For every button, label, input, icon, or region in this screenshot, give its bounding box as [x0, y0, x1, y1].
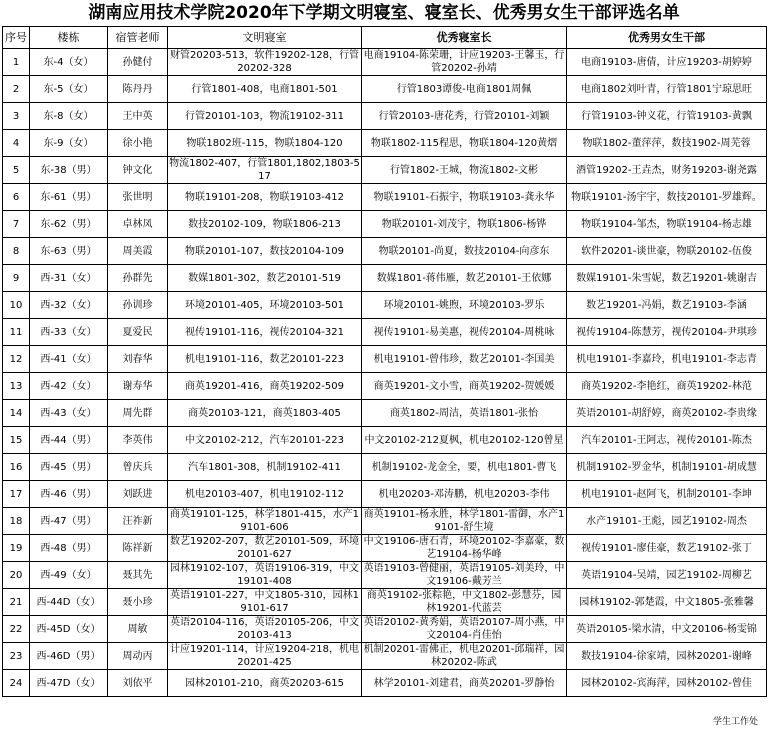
index-cell: 20 [3, 562, 30, 589]
teacher-cell: 徐小艳 [108, 130, 168, 157]
dorm-leader-cell: 商英19102-张粽艳，中文1802-彭慧芬，园林19201-代蓝芸 [362, 589, 567, 616]
civilized-dorm-cell: 物联19101-208，物联19103-412 [168, 184, 362, 211]
student-cadre-cell: 视传19101-廖佳豪，数艺19102-张丁 [567, 535, 767, 562]
dorm-leader-cell: 物联20101-刘茂宇，物联1806-杨铧 [362, 211, 567, 238]
dorm-leader-cell: 英语19103-曾健丽，英语19105-刘美玲，中文19106-戴芳兰 [362, 562, 567, 589]
table-row [3, 508, 767, 535]
index-cell: 21 [3, 589, 30, 616]
civilized-dorm-cell: 中文20102-212，汽车20101-223 [168, 427, 362, 454]
building-cell: 西-44（男） [30, 427, 108, 454]
index-cell: 7 [3, 211, 30, 238]
dorm-leader-cell: 机制19102-龙金全，要，机电1801-曹飞 [362, 454, 567, 481]
dorm-leader-cell: 中文19106-唐石青，环境20102-李嘉豪，数艺19104-杨华峰 [362, 535, 567, 562]
building-cell: 西-47（男） [30, 508, 108, 535]
index-cell: 24 [3, 670, 30, 697]
table-row [3, 346, 767, 373]
building-cell: 西-48（男） [30, 535, 108, 562]
index-cell: 11 [3, 319, 30, 346]
civilized-dorm-cell: 行管20101-103，物流19102-311 [168, 103, 362, 130]
table-row [3, 265, 767, 292]
student-cadre-cell: 商英19202-李艳红，商英19202-林范 [567, 373, 767, 400]
teacher-cell: 刘跃进 [108, 481, 168, 508]
table-row [3, 211, 767, 238]
table-row [3, 319, 767, 346]
index-cell: 19 [3, 535, 30, 562]
table-body [3, 49, 767, 697]
table-row [3, 76, 767, 103]
header-dorm-teacher: 宿管老师 [108, 27, 168, 49]
teacher-cell: 周动丙 [108, 643, 168, 670]
table-row [3, 562, 767, 589]
building-cell: 西-31（女） [30, 265, 108, 292]
table-row [3, 184, 767, 211]
table-row [3, 589, 767, 616]
civilized-dorm-cell: 机电20103-407，机电19102-112 [168, 481, 362, 508]
teacher-cell: 曾庆兵 [108, 454, 168, 481]
index-cell: 17 [3, 481, 30, 508]
teacher-cell: 聂其先 [108, 562, 168, 589]
student-cadre-cell: 电商19103-唐倩，计应19203-胡婷婷 [567, 49, 767, 76]
building-cell: 西-49（女） [30, 562, 108, 589]
building-cell: 东-62（男） [30, 211, 108, 238]
building-cell: 西-42（女） [30, 373, 108, 400]
teacher-cell: 周美霞 [108, 238, 168, 265]
teacher-cell: 周敏 [108, 616, 168, 643]
dorm-leader-cell: 机电19101-曾伟珍，数艺20101-李国美 [362, 346, 567, 373]
civilized-dorm-cell: 园林20101-210，商英20203-615 [168, 670, 362, 697]
student-cadre-cell: 园林20102-宾海萍，园林20102-曾佳 [567, 670, 767, 697]
index-cell: 15 [3, 427, 30, 454]
table-row [3, 292, 767, 319]
civilized-dorm-cell: 数技20102-109，物联1806-213 [168, 211, 362, 238]
student-cadre-cell: 机电19101-赵阿飞，机制20101-李坤 [567, 481, 767, 508]
dorm-leader-cell: 商英1802-周洁，英语1801-张怡 [362, 400, 567, 427]
building-cell: 东-9（女） [30, 130, 108, 157]
table-row [3, 670, 767, 697]
table-row [3, 481, 767, 508]
civilized-dorm-cell: 英语20104-116，英语20105-206，中文20103-413 [168, 616, 362, 643]
student-cadre-cell: 机制19102-罗金华，机制19101-胡成慧 [567, 454, 767, 481]
building-cell: 东-61（男） [30, 184, 108, 211]
teacher-cell: 聂小珍 [108, 589, 168, 616]
civilized-dorm-cell: 园林19102-107，英语19106-319，中文19101-408 [168, 562, 362, 589]
table-row [3, 157, 767, 184]
civilized-dorm-cell: 视传19101-116，视传20104-321 [168, 319, 362, 346]
student-cadre-cell: 机电19101-李嘉玲，机电19101-李志青 [567, 346, 767, 373]
header-civilized-dorm: 文明寝室 [168, 27, 362, 49]
civilized-dorm-cell: 数艺19202-207，数艺20101-509，环境20101-627 [168, 535, 362, 562]
civilized-dorm-cell: 计应19201-114，计应19204-218，机电20201-425 [168, 643, 362, 670]
index-cell: 1 [3, 49, 30, 76]
teacher-cell: 卓林凤 [108, 211, 168, 238]
student-cadre-cell: 物联19104-邹杰，物联19104-杨志雄 [567, 211, 767, 238]
teacher-cell: 夏爱民 [108, 319, 168, 346]
index-cell: 8 [3, 238, 30, 265]
building-cell: 东-5（女） [30, 76, 108, 103]
student-cadre-cell: 电商1802刘叶青，行管1801宁琼思旺 [567, 76, 767, 103]
index-cell: 16 [3, 454, 30, 481]
civilized-dorm-cell: 数媒1801-302，数艺20101-519 [168, 265, 362, 292]
table-row [3, 373, 767, 400]
student-cadre-cell: 数技19104-徐家靖，园林20201-谢峰 [567, 643, 767, 670]
student-cadre-cell: 数媒19101-朱雪妮，数艺19201-姚谢吉 [567, 265, 767, 292]
building-cell: 西-45D（女） [30, 616, 108, 643]
header-building: 楼栋 [30, 27, 108, 49]
student-cadre-cell: 英语20101-胡舒婷，商英20102-李贵缘 [567, 400, 767, 427]
student-cadre-cell: 视传19104-陈慧芳，视传20104-尹琪珍 [567, 319, 767, 346]
teacher-cell: 周先群 [108, 400, 168, 427]
table-header-row [3, 27, 767, 49]
student-cadre-cell: 物联19101-汤宇宇，数技20101-罗雄辉。 [567, 184, 767, 211]
teacher-cell: 张世明 [108, 184, 168, 211]
dorm-leader-cell: 数媒1801-蒋伟雁，数艺20101-王依娜 [362, 265, 567, 292]
index-cell: 22 [3, 616, 30, 643]
index-cell: 18 [3, 508, 30, 535]
dorm-leader-cell: 物联19101-石振宇，物联19103-龚永华 [362, 184, 567, 211]
dorm-leader-cell: 行管1802-王城，物流1802-文彬 [362, 157, 567, 184]
dorm-leader-cell: 环境20101-姚煦，环境20103-罗乐 [362, 292, 567, 319]
dorm-leader-cell: 视传19101-易美惠，视传20104-周桃咏 [362, 319, 567, 346]
teacher-cell: 王中英 [108, 103, 168, 130]
building-cell: 东-63（男） [30, 238, 108, 265]
building-cell: 西-32（女） [30, 292, 108, 319]
teacher-cell: 陈祥新 [108, 535, 168, 562]
teacher-cell: 刘春华 [108, 346, 168, 373]
building-cell: 东-4（女） [30, 49, 108, 76]
index-cell: 9 [3, 265, 30, 292]
building-cell: 西-43（女） [30, 400, 108, 427]
student-cadre-cell: 酒管19202-王垚杰，财务19203-谢尧露 [567, 157, 767, 184]
civilized-dorm-cell: 英语19101-227，中文1805-310，园林19101-617 [168, 589, 362, 616]
teacher-cell: 孙群先 [108, 265, 168, 292]
dorm-leader-cell: 电商19104-陈荣珊，计应19203-王馨玉，行管20202-孙靖 [362, 49, 567, 76]
index-cell: 2 [3, 76, 30, 103]
table-row [3, 103, 767, 130]
civilized-dorm-cell: 商英19201-416，商英19202-509 [168, 373, 362, 400]
dorm-leader-cell: 行管20103-唐花秀，行管20101-刘颖 [362, 103, 567, 130]
teacher-cell: 孙训珍 [108, 292, 168, 319]
dorm-leader-cell: 商英19101-杨永胜，林学1801-雷御，水产19101-舒生境 [362, 508, 567, 535]
table-row [3, 130, 767, 157]
building-cell: 西-33（女） [30, 319, 108, 346]
table-row [3, 643, 767, 670]
civilized-dorm-cell: 物联1802班-115，物联1804-120 [168, 130, 362, 157]
building-cell: 西-44D（女） [30, 589, 108, 616]
table-row [3, 454, 767, 481]
teacher-cell: 陈丹丹 [108, 76, 168, 103]
student-cadre-cell: 水产19101-王彪，园艺19102-周杰 [567, 508, 767, 535]
student-cadre-cell: 园林19102-郭楚霞，中文1805-张雅馨 [567, 589, 767, 616]
table-row [3, 49, 767, 76]
building-cell: 西-45（男） [30, 454, 108, 481]
civilized-dorm-cell: 机电19101-116，数艺20101-223 [168, 346, 362, 373]
dorm-leader-cell: 商英19201-文小雪，商英19202-贺媛媛 [362, 373, 567, 400]
table-row [3, 616, 767, 643]
header-dorm-leader: 优秀寝室长 [362, 27, 567, 49]
index-cell: 5 [3, 157, 30, 184]
index-cell: 10 [3, 292, 30, 319]
dorm-leader-cell: 中文20102-212夏枫，机电20102-120曾星 [362, 427, 567, 454]
table-row [3, 535, 767, 562]
student-cadre-cell: 英语20105-梁水清，中文20106-杨雯锦 [567, 616, 767, 643]
student-cadre-cell: 英语19104-吴靖，园艺19102-周柳艺 [567, 562, 767, 589]
teacher-cell: 李英伟 [108, 427, 168, 454]
student-cadre-cell: 物联1802-董萍萍，数技1902-周芜蓉 [567, 130, 767, 157]
student-cadre-cell: 软件20201-谈世豪，物联20102-伍俊 [567, 238, 767, 265]
table-row [3, 238, 767, 265]
civilized-dorm-cell: 汽车1801-308，机制19102-411 [168, 454, 362, 481]
civilized-dorm-cell: 物联20101-107，数技20104-109 [168, 238, 362, 265]
building-cell: 东-38（男） [30, 157, 108, 184]
index-cell: 6 [3, 184, 30, 211]
dorm-leader-cell: 机电20203-邓涛鹏，机电20203-李伟 [362, 481, 567, 508]
civilized-dorm-cell: 物流1802-407，行管1801,1802,1803-517 [169, 158, 360, 182]
student-cadre-cell: 汽车20101-王阿志，视传20101-陈杰 [567, 427, 767, 454]
teacher-cell: 钟文化 [108, 157, 168, 184]
document-title: 湖南应用技术学院2020年下学期文明寝室、寝室长、优秀男女生干部评选名单 [88, 3, 680, 23]
index-cell: 3 [3, 103, 30, 130]
dorm-leader-cell: 机制20201-雷佛正，机电20201-邱瑞祥，园林20202-陈武 [362, 643, 567, 670]
header-index: 序号 [3, 27, 30, 49]
building-cell: 西-47D（女） [30, 670, 108, 697]
civilized-dorm-cell: 行管1801-408，电商1801-501 [168, 76, 362, 103]
teacher-cell: 汪祚新 [108, 508, 168, 535]
building-cell: 西-46D（男） [30, 643, 108, 670]
selection-table [2, 26, 767, 697]
footer-signature: 学生工作处 [712, 717, 758, 727]
building-cell: 西-41（女） [30, 346, 108, 373]
student-cadre-cell: 数艺19201-冯娟，数艺19103-李涵 [567, 292, 767, 319]
dorm-leader-cell: 林学20101-刘建君，商英20201-罗静怡 [362, 670, 567, 697]
civilized-dorm-cell: 环境20101-405，环境20103-501 [168, 292, 362, 319]
index-cell: 23 [3, 643, 30, 670]
dorm-leader-cell: 行管1803谭俊-电商1801周佩 [362, 76, 567, 103]
teacher-cell: 谢寿华 [108, 373, 168, 400]
index-cell: 13 [3, 373, 30, 400]
student-cadre-cell: 行管19103-钟义花，行管19103-黄飘 [567, 103, 767, 130]
teacher-cell: 刘依平 [108, 670, 168, 697]
building-cell: 东-8（女） [30, 103, 108, 130]
civilized-dorm-cell: 商英20103-121，商英1803-405 [168, 400, 362, 427]
table-row [3, 400, 767, 427]
index-cell: 4 [3, 130, 30, 157]
table-row [3, 427, 767, 454]
dorm-leader-cell: 物联1802-115程思，物联1804-120黄熠 [362, 130, 567, 157]
index-cell: 14 [3, 400, 30, 427]
building-cell: 西-46（男） [30, 481, 108, 508]
header-student-cadre: 优秀男女生干部 [567, 27, 767, 49]
civilized-dorm-cell: 商英19101-125，林学1801-415，水产19101-606 [168, 508, 362, 535]
dorm-leader-cell: 物联20101-尚夏，数技20104-向彦东 [362, 238, 567, 265]
teacher-cell: 孙健付 [108, 49, 168, 76]
dorm-leader-cell: 英语20102-黄秀娟，英语20107-周小燕，中文20104-肖佳怡 [362, 616, 567, 643]
civilized-dorm-cell: 财管20203-513，软件19202-128，行管20202-328 [168, 49, 362, 76]
index-cell: 12 [3, 346, 30, 373]
